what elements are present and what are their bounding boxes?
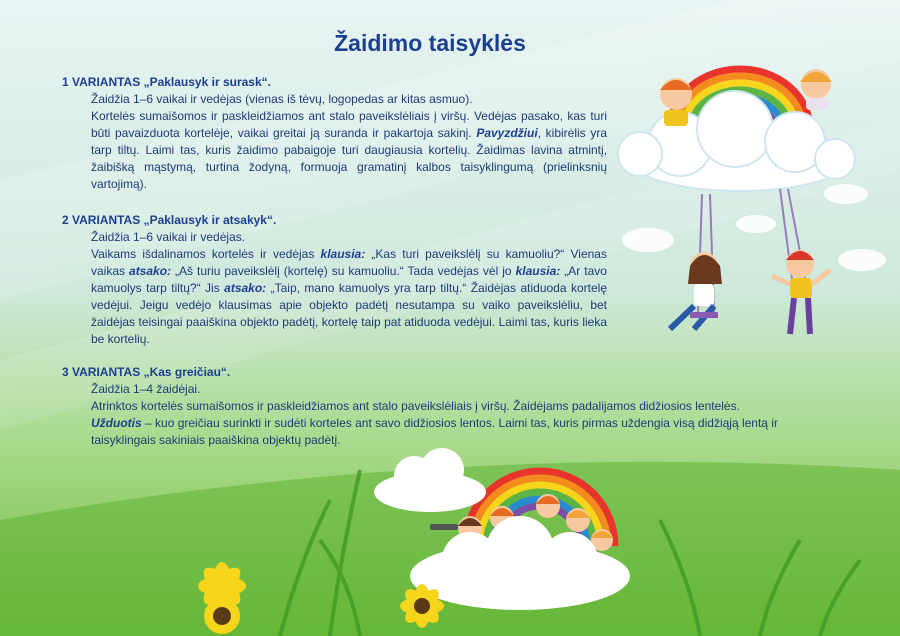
variant-1-text-a: Kortelės sumaišomos ir paskleidžiamos ant stalo paveikslėliais į viršų. Vedėjas pasako, kas turi būti pavaizduota kortelėje, vaikai greitai ją suranda ir pakartoja sakinį. xyxy=(91,109,607,140)
flower-right-icon xyxy=(400,584,444,628)
page-title: Žaidimo taisyklės xyxy=(334,30,526,56)
left-cloud-icon xyxy=(374,448,486,512)
variant-2-ask-2: klausia: xyxy=(515,264,561,278)
flowers-illustration xyxy=(160,560,480,636)
flower-left-icon xyxy=(198,562,246,634)
variant-2-section xyxy=(62,212,607,348)
variant-2-heading: 2 VARIANTAS „Paklausyk ir atsakyk“. xyxy=(62,213,277,227)
variant-1-text-b: , kibirėlis yra tarp tiltų. Laimi tas, kuris žaidimo pabaigoje turi daugiausia kortelių. Žaidimas lavina atmintį, žaibišką mąstymą, turtina žodyną, formuoja gramatinį kalbos taisyklingumą (prielinksnių vartojimą). xyxy=(91,126,607,191)
variant-1-section xyxy=(62,74,607,193)
variant-2-players: Žaidžia 1–6 vaikai ir vedėjas. xyxy=(91,230,246,244)
variant-1-description xyxy=(62,108,607,193)
variant-2-answer-1: atsako: xyxy=(129,264,172,278)
variant-3-task-label: Užduotis xyxy=(91,416,142,430)
variant-3-setup: Atrinktos kortelės sumaišomos ir paskleidžiamos ant stalo paveikslėliais į viršų. Žaidėjams padalijamos didžiosios lentelės. xyxy=(91,399,740,413)
variant-3-players: Žaidžia 1–4 žaidėjai. xyxy=(91,382,201,396)
variant-3-heading: 3 VARIANTAS „Kas greičiau“. xyxy=(62,365,231,379)
variant-2-answer-2: atsako: xyxy=(224,281,267,295)
variant-1-heading: 1 VARIANTAS „Paklausyk ir surask“. xyxy=(62,75,271,89)
variant-1-example-label: Pavyzdžiui xyxy=(476,126,538,140)
boy-on-cloud-icon xyxy=(660,78,692,126)
telescope-icon xyxy=(430,524,458,530)
rainbow-cloud-swing-illustration xyxy=(610,44,870,344)
variant-2-text-3: „Aš turiu paveikslėlį (kortelę) su kamuoliu.“ Tada vedėjas vėl jo xyxy=(171,264,516,278)
variant-2-text-5: „Taip, mano kamuolys yra tarp tiltų.“ Žaidėjas atiduoda kortelę vedėjui. Jeigu vedėjo klausimas apie objekto padėtį nesutampa su vaiko paveikslėliu, bet žaidėjas teisingai paaiškina objekto padėtį, kortelę taip pat atiduoda vedėjui. Laimi tas, kuris lieka be kortelių. xyxy=(91,281,607,346)
boy-on-swing-icon xyxy=(772,250,830,334)
variant-2-description xyxy=(62,246,607,348)
variant-2-text-4: „Ar tavo kamuolys tarp tiltų?“ Jis xyxy=(91,264,607,295)
variant-2-ask-1: klausia: xyxy=(320,247,366,261)
variant-1-players: Žaidžia 1–6 vaikai ir vedėjas (vienas iš tėvų, logopedas ar kitas asmuo). xyxy=(91,92,473,106)
variant-2-text-1: Vaikams išdalinamos kortelės ir vedėjas xyxy=(91,247,321,261)
variant-2-text-2: „Kas turi paveikslėlį su kamuoliu?“ Vienas vaikas xyxy=(91,247,607,278)
variant-3-task-text: – kuo greičiau surinkti ir sudėti korteles ant savo didžiosios lentos. Laimi tas, kuris pirmas uždengia visą didžiąją lentą ir taisyklingais sakiniais paaiškina objektų padėtį. xyxy=(91,416,778,447)
